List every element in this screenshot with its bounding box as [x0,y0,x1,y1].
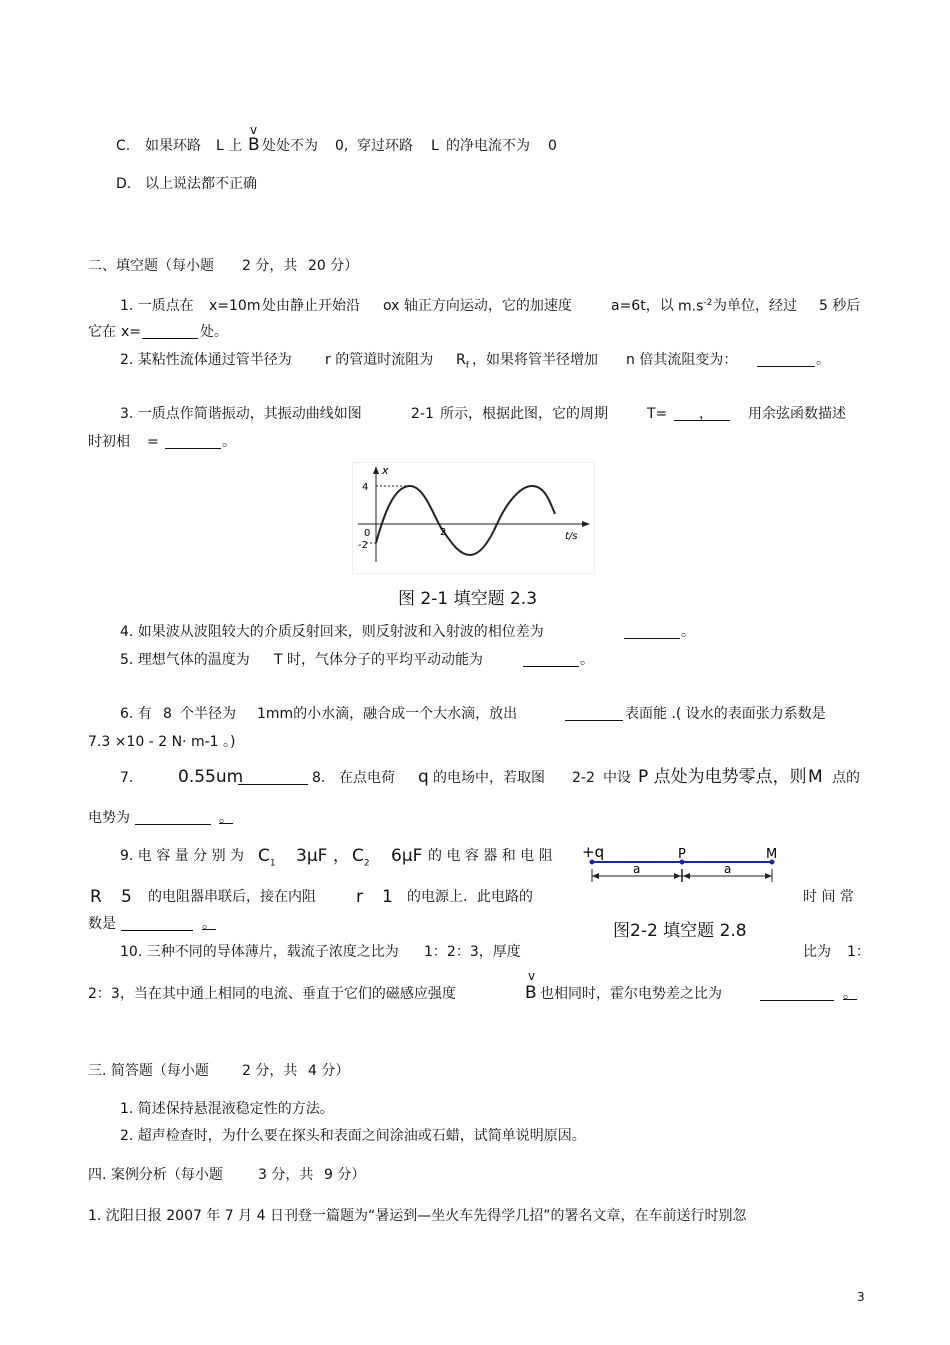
figure-2-2-arrow [674,873,681,879]
q5-answer-blank[interactable] [523,652,579,667]
q9-answer-blank[interactable] [121,916,193,931]
q9-text: 时 间 常 [803,889,854,905]
q1-text: a=6t，以 [611,298,674,314]
q3-text: 用余弦函数描述 [748,406,846,422]
page-number: 3 [857,1290,865,1304]
q3-text: ， [699,406,713,422]
q8-charge: q [418,767,429,787]
q8-text: 中设 [603,770,631,786]
q2-text: 。 [816,352,830,368]
q7-number: 7. [120,770,134,786]
q2-text: 2. 某粘性流体通过管半径为 [120,352,292,368]
q2-resistance [456,353,469,371]
q8-text: 2-2 [572,770,595,786]
q5-text: 5. 理想气体的温度为 [120,652,250,668]
option-c-text: 如果环路 [145,138,201,154]
figure-2-1-tick-2: 2 [440,527,447,538]
figure-2-2-label-a1: a [633,862,641,876]
option-c-text: L [431,138,439,154]
q4-answer-blank[interactable] [624,624,680,639]
q9-c1-sub: 1 [269,858,276,869]
q9-c2-symbol: C [352,846,364,866]
q8-answer-blank[interactable] [135,810,211,825]
figure-2-1-tick-0: 0 [364,528,371,539]
option-d-text: 以上说法都不正确 [145,176,257,192]
section-4-total: 9 分） [324,1167,366,1183]
figure-2-2 [580,842,780,886]
q8-text: 的电场中，若取图 [433,770,545,786]
figure-2-2-arrow [683,873,690,879]
q2-text: n 倍其流阻变为： [626,352,738,368]
section-4-title: 四. 案例分析（每小题 [88,1167,223,1183]
q9-text: 5 [121,887,132,907]
q9-text: 。 [202,916,216,932]
q3-phase-blank[interactable] [165,434,221,449]
q9-c1-symbol: C [258,846,270,866]
q6-text: 个半径为 [180,706,236,722]
q10-answer-blank[interactable] [760,986,834,1001]
vector-arrow: v [528,969,536,983]
option-c-text: 穿过环路 [357,138,413,154]
q3-text: T= [647,406,668,422]
q10-text: 也相同时，霍尔电势差之比为 [540,986,722,1002]
q3-text: 时初相 [88,434,130,450]
figure-2-2-arrow [765,873,772,879]
q9-text: R [90,887,102,907]
section-3-points: 2 分，共 [242,1063,298,1079]
q6-text: 1mm的小水滴，融合成一个大水滴，放出 [257,706,518,722]
q8-text: 电势为 [88,810,130,826]
figure-2-2-label-p: P [678,847,686,862]
q1-text: 处。 [200,324,228,340]
q10-text: 2：3，当在其中通上相同的电流、垂直于它们的磁感应强度 [88,986,456,1002]
q2-text: r 的管道时流阻为 [325,352,434,368]
q9-text: 9. 电 容 量 分 别 为 [120,848,245,864]
option-d-letter: D. [116,176,132,192]
q2-resistance-sub: f [465,360,469,371]
option-c-text: 0, [335,138,349,154]
q7-answer-line[interactable] [238,770,308,785]
figure-2-1-tick-m2: -2 [358,540,368,551]
q8-text: P 点处为电势零点，则 [638,767,807,787]
option-c-letter: C. [116,138,131,154]
q8-text: M [808,767,823,787]
q5-text: 。 [580,652,594,668]
q9-text: 3μF ， [296,846,350,866]
q9-c2-sub: 2 [363,858,370,869]
section-2-title: 二、填空题（每小题 [88,258,214,274]
q1-text: 处由静止开始沿 [262,298,360,314]
q3-text: 2-1 [411,406,434,422]
q2-resistance-symbol: R [456,352,466,368]
q10-text: 。 [843,986,857,1002]
q1-text: 1. 一质点在 [120,298,194,314]
q1-text: 为单位，经过 [713,298,797,314]
q1-text: 它在 [88,324,116,340]
section-4-points: 3 分，共 [258,1167,314,1183]
q4-text: 4. 如果波从波阻较大的介质反射回来，则反射波和入射波的相位差为 [120,624,544,640]
q3-text: 3. 一质点作简谐振动，其振动曲线如图 [120,406,362,422]
figure-2-1-x-label: x [382,464,389,477]
q2-answer-blank[interactable] [757,352,815,367]
q7-answer: 0.55um [178,767,244,787]
q6-text: 7.3 ×10 - 2 N· m-1 。) [88,734,236,750]
vector-b: B [248,135,260,155]
short-answer-2: 2. 超声检查时，为什么要在探头和表面之间涂油或石蜡，试简单说明原因。 [120,1128,586,1144]
figure-2-2-label-a2: a [724,862,732,876]
option-c-text: 处处不为 [262,138,318,154]
q1-text: ox 轴正方向运动，它的加速度 [383,298,572,314]
q6-text: 6. 有 [120,706,152,722]
section-2-points: 2 分，共 [242,258,298,274]
figure-2-1-tick-4: 4 [362,482,369,493]
q9-text: 的电阻器串联后，接在内阻 [148,889,316,905]
q1-unit-exp: -2 [703,298,713,308]
q3-text: = [147,434,159,450]
option-c-text: 的净电流不为 [446,138,530,154]
q1-unit-base: m.s [678,298,704,315]
q1-text: 5 秒后 [819,298,861,314]
q9-text: 6μF [391,846,423,866]
q1-unit [678,299,712,314]
section-3-title: 三. 简答题（每小题 [88,1063,209,1079]
q10-text: 1： [847,944,870,960]
q1-text: x=10m [209,298,261,314]
q9-text: r [356,887,363,907]
q6-text: 8 [163,706,172,722]
figure-2-1-t-label: t/s [565,531,578,542]
figure-2-2-label-q: +q [582,843,605,861]
q10-text: 比为 [803,944,831,960]
q1-answer-blank[interactable] [142,324,198,339]
q2-text: ，如果将管半径增加 [472,352,598,368]
vector-arrow: v [250,123,258,137]
figure-2-2-arrow [592,873,599,879]
figure-2-2-label-m: M [766,847,778,862]
q9-text: 的电源上．此电路的 [407,889,533,905]
q10-text: 1：2：3，厚度 [424,944,521,960]
case-1-text: 1. 沈阳日报 2007 年 7 月 4 日刊登一篇题为“暑运到—坐火车先得学几招”的署名文章，在车前送行时别忽 [88,1208,747,1224]
q9-text: 数是 [88,916,116,932]
q8-text: 在点电荷 [339,770,395,786]
q8-text: 点的 [832,770,860,786]
q8-text: 8. [312,770,326,786]
option-c-text: 0 [548,138,557,154]
q6-text: 表面能 .( 设水的表面张力系数是 [625,706,826,722]
q6-answer-blank[interactable] [565,706,623,721]
figure-2-1-frame [352,462,595,574]
figure-2-1 [352,462,595,574]
q9-c2 [352,848,370,868]
q1-text: x= [121,324,142,340]
q9-text: 的 电 容 器 和 电 阻 [428,848,553,864]
figure-2-1-caption: 图 2-1 填空题 2.3 [398,589,538,609]
q10-text: 10. 三种不同的导体薄片，载流子浓度之比为 [120,944,399,960]
short-answer-1: 1. 简述保持悬混液稳定性的方法。 [120,1101,334,1117]
figure-2-2-caption: 图2-2 填空题 2.8 [613,921,747,941]
q4-text: 。 [681,624,695,640]
section-3-total: 4 分） [308,1063,350,1079]
section-2-total: 20 分） [308,258,359,274]
q3-text: 。 [222,434,236,450]
q3-text: 所示，根据此图，它的周期 [440,406,608,422]
vector-b: B [525,983,537,1003]
q8-text: 。 [219,810,233,826]
q9-c1 [258,848,276,868]
q9-text: 1 [382,887,393,907]
q5-text: T 时，气体分子的平均平动动能为 [274,652,484,668]
option-c-text: L 上 [216,138,243,154]
